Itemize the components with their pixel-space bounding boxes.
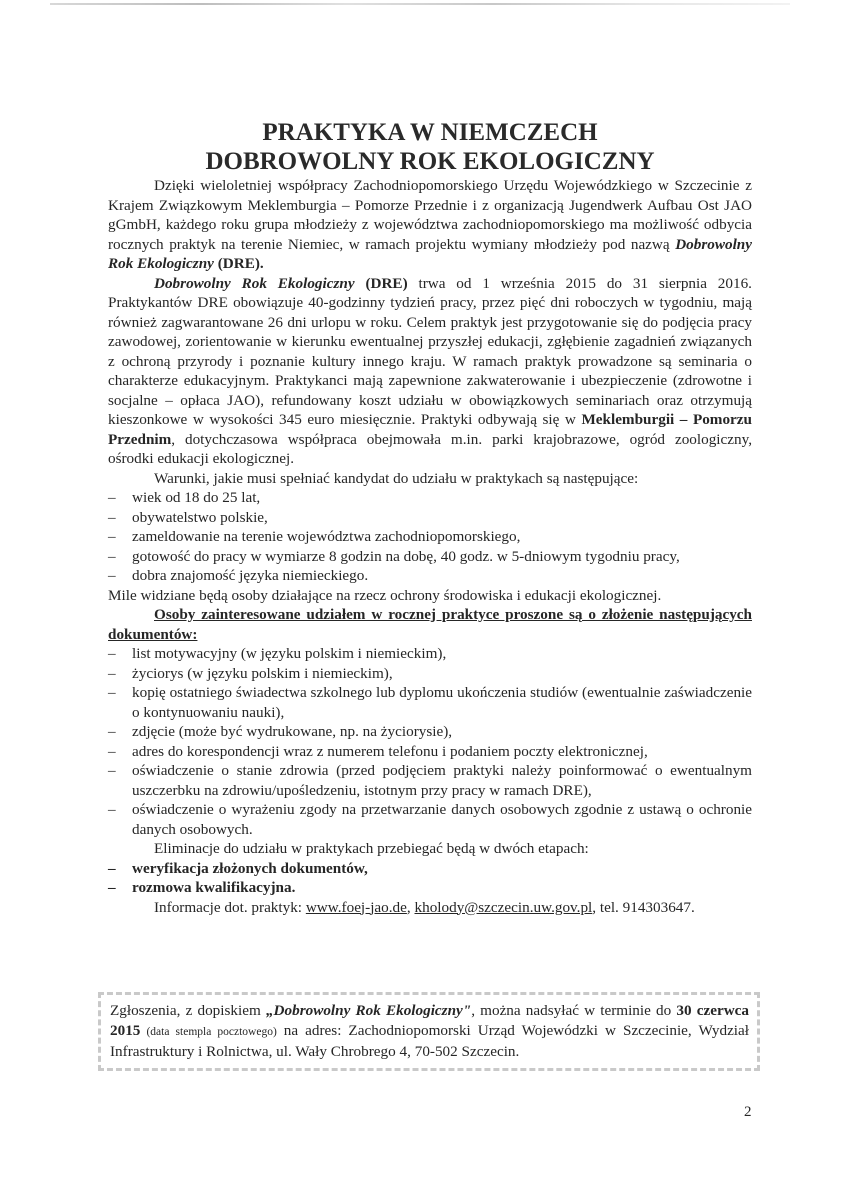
list-item: – życiorys (w języku polskim i niemieckim), — [108, 664, 752, 684]
list-item: – zameldowanie na terenie województwa zachodniopomorskiego, — [108, 527, 752, 547]
submission-text-1: Zgłoszenia, z dopiskiem — [110, 1002, 266, 1019]
list-item: – kopię ostatniego świadectwa szkolnego lub dyplomu ukończenia studiów (ewentualnie zaświadczenie o kontynuowaniu nauki), — [108, 683, 752, 722]
program-name-quote: „Dobrowolny Rok Ekologiczny" — [265, 1002, 472, 1019]
deadline: 30 czerwca 2015 — [110, 1002, 749, 1039]
elimination-list — [108, 859, 752, 898]
elimination-heading: Eliminacje do udziału w praktykach przebiegać będą w dwóch etapach: — [154, 840, 589, 857]
list-item: – list motywacyjny (w języku polskim i niemieckim), — [108, 644, 752, 664]
program-abbr: (DRE). — [213, 255, 264, 272]
submission-text-2: , można nadsyłać w terminie do — [471, 1002, 677, 1019]
title-line-1: PRAKTYKA W NIEMCZECH — [262, 119, 598, 146]
list-item: – rozmowa kwalifikacyjna. — [108, 878, 752, 898]
submission-box — [98, 992, 760, 1071]
conditions-note: Mile widziane będą osoby działające na rzecz ochrony środowiska i edukacji ekologicznej. — [108, 586, 662, 604]
list-item: – obywatelstwo polskie, — [108, 508, 752, 528]
list-item: – wiek od 18 do 25 lat, — [108, 488, 752, 508]
submission-text — [110, 1001, 749, 1062]
intro-text: Dzięki wieloletniej współpracy Zachodniopomorskiego Urzędu Wojewódzkiego w Szczecinie z Krajem Związkowym Meklemburgia – Pomorze Przednie i z organizacją Jugendwerk Aufbau Ost JAO gGmbH, każdego roku grupa młodzieży z województwa zachodniopomorskiego ma możliwość odbycia rocznych praktyk na terenie Niemiec, w ramach projektu wymiany młodzieży pod nazwą — [108, 177, 752, 253]
separator: , — [406, 898, 415, 916]
list-item: – weryfikacja złożonych dokumentów, — [108, 859, 752, 879]
list-item: – gotowość do pracy w wymiarze 8 godzin na dobę, 40 godz. w 5-dniowym tygodniu pracy, — [108, 547, 752, 567]
email-link[interactable]: kholody@szczecin.uw.gov.pl — [414, 898, 593, 916]
region-name: Meklemburgii – Pomorzu Przednim — [108, 411, 752, 448]
list-item: – dobra znajomość języka niemieckiego. — [108, 566, 752, 586]
program-name: Dobrowolny Rok Ekologiczny — [154, 274, 355, 292]
documents-list — [108, 644, 752, 839]
title-line-2: DOBROWOLNY ROK EKOLOGICZNY — [205, 148, 655, 175]
conditions-list — [108, 488, 752, 586]
page-number: 2 — [744, 1104, 752, 1120]
submission-address: na adres: Zachodniopomorski Urząd Wojewódzki w Szczecinie, Wydział Infrastruktury i Rolnictwa, ul. Wały Chrobrego 4, 70-502 Szczecin. — [110, 1021, 749, 1060]
list-item: – oświadczenie o wyrażeniu zgody na przetwarzanie danych osobowych zgodnie z ustawą o ochronie danych osobowych. — [108, 800, 752, 839]
details-paragraph — [108, 274, 752, 469]
contact-prefix: Informacje dot. praktyk: — [154, 898, 306, 916]
website-link[interactable]: www.foej-jao.de — [305, 898, 407, 916]
document-page — [108, 118, 752, 917]
details-text-end: , dotychczasowa współpraca obejmowała m.in. parki krajobrazowe, ogród zoologiczny, ośrodki edukacji ekologicznej. — [108, 430, 752, 467]
intro-paragraph — [108, 176, 752, 274]
phone-number: , tel. 914303647. — [592, 898, 695, 916]
postmark-note: (data stempla pocztowego) — [140, 1025, 277, 1038]
documents-heading: Osoby zainteresowane udziałem w rocznej praktyce proszone są o złożenie następujących dokumentów: — [108, 606, 752, 643]
conditions-heading: Warunki, jakie musi spełniać kandydat do udziału w praktykach są następujące: — [154, 469, 639, 487]
details-text: trwa od 1 września 2015 do 31 sierpnia 2016. Praktykantów DRE obowiązuje 40-godzinny tydzień pracy, przez pięć dni roboczych w tygodniu, mają również zagwarantowane 26 dni urlopu w roku. Celem praktyk jest przygotowanie się do podjęcia pracy zawodowej, zorientowanie w kierunku ewentualnej przyszłej edukacji, zgłębienie zagadnień związanych z ochroną przyrody i poznanie kultury innego kraju. W ramach praktyk prowadzone są seminaria o charakterze edukacyjnym. Praktykanci mają zapewnione zakwaterowanie i ubezpieczenie (zdrowotne i socjalne – opłaca JAO), refundowany koszt udziału w obowiązkowych seminariach oraz otrzymują kieszonkowe w wysokości 345 euro miesięcznie. Praktyki odbywają się w — [108, 274, 752, 428]
list-item: – adres do korespondencji wraz z numerem telefonu i podaniem poczty elektronicznej, — [108, 742, 752, 762]
page-title — [108, 118, 752, 176]
contact-line — [108, 898, 752, 918]
list-item: – oświadczenie o stanie zdrowia (przed podjęciem praktyki należy poinformować o ewentualnym uszczerbku na zdrowiu/upośledzeniu, istotnym przy pracy w ramach DRE), — [108, 761, 752, 800]
program-abbr: (DRE) — [354, 274, 408, 292]
list-item: – zdjęcie (może być wydrukowane, np. na życiorysie), — [108, 722, 752, 742]
scan-edge-line — [50, 3, 790, 5]
program-name: Dobrowolny Rok Ekologiczny — [108, 235, 752, 272]
